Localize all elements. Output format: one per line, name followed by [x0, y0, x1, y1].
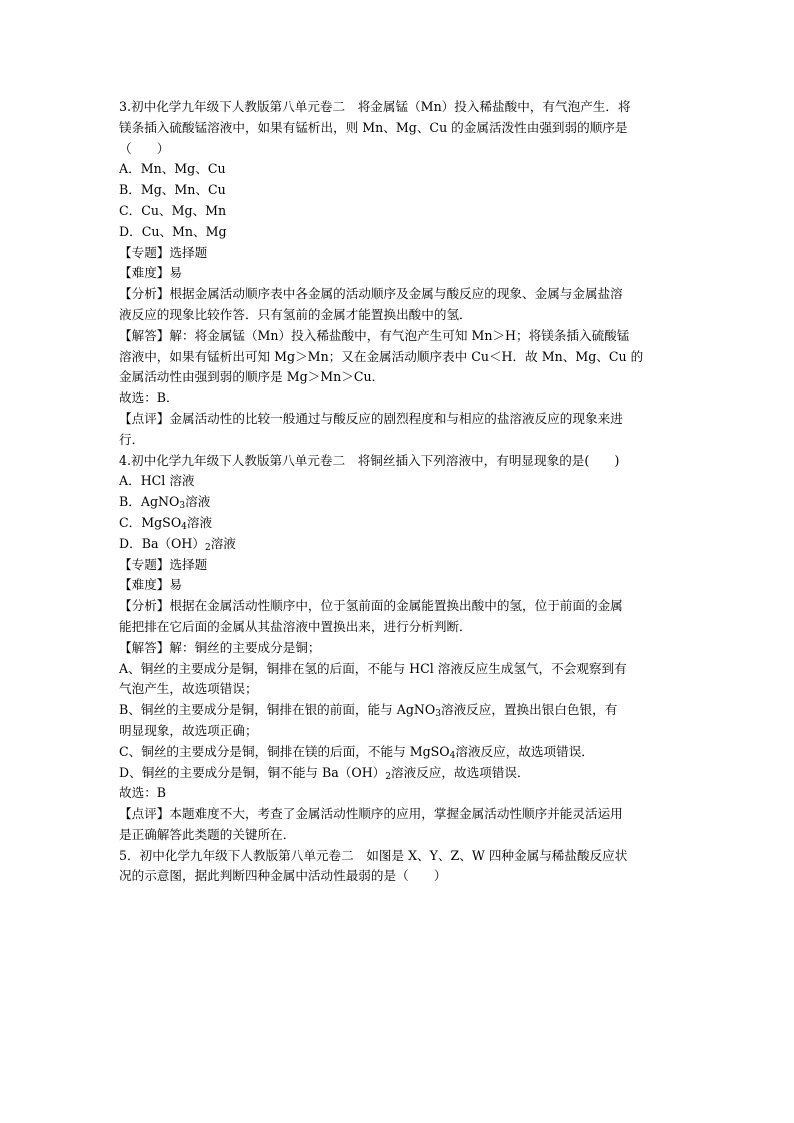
- question-4-difficulty: 【难度】易: [119, 577, 182, 593]
- question-5: [119, 846, 679, 888]
- question-4-analysis-line-2: 能把排在它后面的金属从其盐溶液中置换出来，进行分析判断．: [119, 618, 472, 634]
- subscript: 2: [385, 771, 391, 782]
- option-text: 溶液: [210, 535, 236, 551]
- subscript: 3: [435, 709, 441, 720]
- question-3-stem-line-3: （ ）: [119, 140, 170, 156]
- subscript: 4: [181, 521, 187, 532]
- question-3-answer-line-2: 溶液中，如果有锰析出可知 Mg＞Mn；又在金属活动顺序表中 Cu＜H．故 Mn、Mg、Cu 的: [119, 348, 644, 364]
- question-3-analysis-line-1: 【分析】根据金属活动顺序表中各金属的活动顺序及金属与酸反应的现象、金属与金属盐溶: [119, 286, 623, 302]
- question-4-choice: 故选：B: [119, 785, 167, 801]
- subscript: 2: [204, 542, 211, 553]
- question-3-option-b: B．Mg、Mn、Cu: [119, 182, 226, 198]
- question-4-answer-d: [119, 763, 679, 784]
- question-4-answer-b-line-2: 明显现象，故选项正确；: [119, 722, 258, 738]
- question-5-stem-line-2: 况的示意图，据此判断四种金属中活动性最弱的是（ ）: [119, 868, 447, 884]
- subscript: 4: [449, 750, 456, 761]
- question-4-answer-intro: 【解答】解：铜丝的主要成分是铜；: [119, 639, 321, 655]
- question-4-option-b: [119, 492, 679, 513]
- answer-text: B、铜丝的主要成分是铜，铜排在银的前面，能与 AgNO: [119, 702, 436, 718]
- option-text: A．HCl 溶液: [119, 473, 195, 489]
- option-text: C．MgSO: [119, 514, 182, 530]
- question-4-option-c: [119, 513, 679, 534]
- question-3: [119, 97, 679, 451]
- question-4-answer-b-line-1: [119, 700, 679, 721]
- question-4-answer-c: [119, 742, 679, 763]
- question-3-option-d: D．Cu、Mn、Mg: [119, 223, 227, 239]
- question-4-answer-a-line-1: A、铜丝的主要成分是铜，铜排在氢的后面，不能与 HCl 溶液反应生成氢气，不会观察到有: [119, 660, 627, 676]
- option-text: 溶液: [185, 494, 211, 510]
- question-4-option-d: [119, 534, 679, 555]
- question-4-comment-line-2: 是正确解答此类题的关键所在．: [119, 826, 296, 842]
- question-4-stem-line-1: 4.初中化学九年级下人教版第八单元卷二 将铜丝插入下列溶液中，有明显现象的是( ): [119, 452, 620, 468]
- question-3-answer-line-1: 【解答】解：将金属锰（Mn）投入稀盐酸中，有气泡产生可知 Mn＞H；将镁条插入硫酸锰: [119, 327, 630, 343]
- question-4: [119, 451, 679, 846]
- question-3-analysis-line-2: 液反应的现象比较作答．只有氢前的金属才能置换出酸中的氢．: [119, 306, 472, 322]
- question-4-answer-a-line-2: 气泡产生，故选项错误；: [119, 681, 258, 697]
- answer-text: 溶液反应，故选项错误．: [391, 764, 530, 780]
- question-3-answer-line-3: 金属活动性由强到弱的顺序是 Mg＞Mn＞Cu．: [119, 369, 385, 385]
- question-4-option-a: [119, 471, 679, 492]
- question-5-stem-line-1: 5．初中化学九年级下人教版第八单元卷二 如图是 X、Y、Z、W 四种金属与稀盐酸反应状: [119, 847, 628, 863]
- answer-text: C、铜丝的主要成分是铜，铜排在镁的后面，不能与 MgSO: [119, 743, 450, 759]
- question-3-comment-line-2: 行．: [119, 431, 145, 447]
- question-3-choice: 故选：B．: [119, 390, 179, 406]
- answer-text: 溶液反应，置换出银白色银，有: [440, 702, 618, 718]
- question-4-analysis-line-1: 【分析】根据在金属活动性顺序中，位于氢前面的金属能置换出酸中的氢，位于前面的金属: [119, 598, 623, 614]
- option-text: 溶液: [186, 514, 213, 530]
- answer-text: 溶液反应，故选项错误．: [455, 743, 594, 759]
- question-3-option-c: C．Cu、Mg、Mn: [119, 202, 227, 218]
- question-3-stem-line-1: 3.初中化学九年级下人教版第八单元卷二 将金属锰（Mn）投入稀盐酸中，有气泡产生．将: [119, 99, 631, 114]
- question-3-comment-line-1: 【点评】金属活动性的比较一般通过与酸反应的剧烈程度和与相应的盐溶液反应的现象来进: [119, 410, 623, 426]
- option-text: D．Ba（OH）: [119, 535, 205, 551]
- question-3-difficulty: 【难度】易: [119, 265, 182, 281]
- answer-text: D、铜丝的主要成分是铜，铜不能与 Ba（OH）: [119, 764, 386, 780]
- question-3-topic: 【专题】选择题: [119, 244, 208, 260]
- question-3-option-a: A．Mn、Mg、Cu: [119, 161, 226, 177]
- document-page: [119, 97, 679, 887]
- question-4-comment-line-1: 【点评】本题难度不大，考查了金属活动性顺序的应用，掌握金属活动性顺序并能灵活运用: [119, 806, 623, 822]
- question-3-stem-line-2: 镁条插入硫酸锰溶液中，如果有锰析出，则 Mn、Mg、Cu 的金属活泼性由强到弱的顺序是: [119, 119, 628, 135]
- subscript: 3: [179, 501, 186, 512]
- question-4-topic: 【专题】选择题: [119, 556, 208, 572]
- option-text: B．AgNO: [119, 494, 180, 510]
